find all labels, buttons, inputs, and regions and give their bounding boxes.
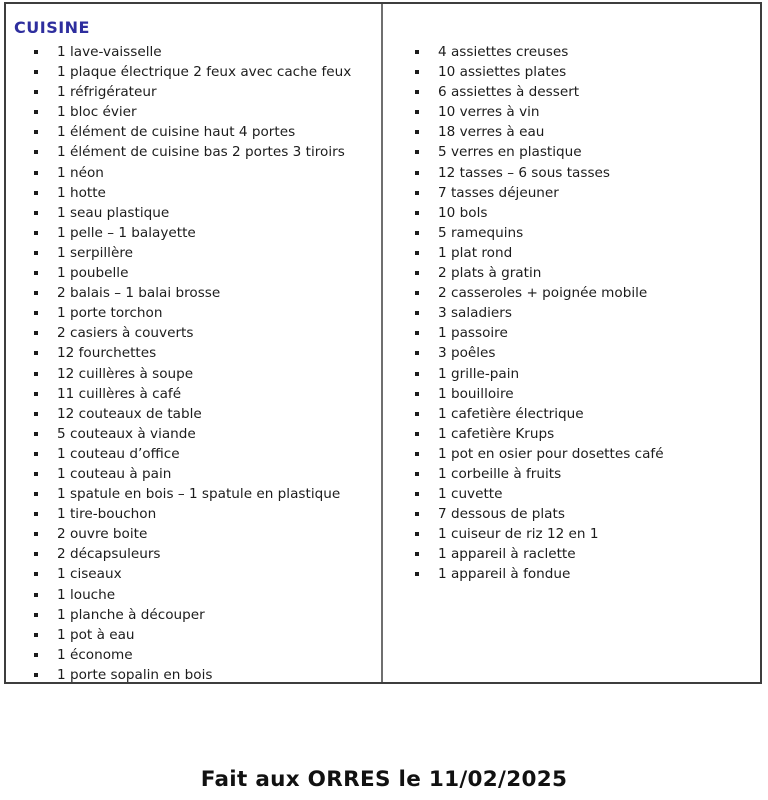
list-item [34, 504, 375, 524]
square-bullet-icon [34, 472, 38, 476]
square-bullet-icon [34, 572, 38, 576]
item-label: 1 cuvette [438, 486, 503, 503]
square-bullet-icon [34, 110, 38, 114]
item-label: 1 cafetière électrique [438, 405, 584, 422]
list-item [415, 364, 754, 384]
list-item [415, 243, 754, 263]
item-label: 1 poubelle [57, 265, 129, 282]
list-item [34, 303, 375, 323]
square-bullet-icon [34, 171, 38, 175]
list-item [34, 122, 375, 142]
square-bullet-icon [415, 572, 419, 576]
list-item [34, 263, 375, 283]
item-label: 1 spatule en bois – 1 spatule en plastique [57, 486, 341, 503]
list-item [34, 183, 375, 203]
item-label: 18 verres à eau [438, 124, 545, 141]
list-item [34, 62, 375, 82]
item-label: 2 ouvre boite [57, 526, 148, 543]
list-item [415, 464, 754, 484]
item-label: 1 cuiseur de riz 12 en 1 [438, 526, 599, 543]
item-label: 1 louche [57, 586, 116, 603]
square-bullet-icon [34, 593, 38, 597]
list-item [34, 424, 375, 444]
item-label: 1 porte torchon [57, 305, 163, 322]
square-bullet-icon [34, 50, 38, 54]
square-bullet-icon [415, 211, 419, 215]
item-label: 1 élément de cuisine bas 2 portes 3 tiroirs [57, 144, 345, 161]
square-bullet-icon [34, 392, 38, 396]
list-item [415, 62, 754, 82]
square-bullet-icon [415, 372, 419, 376]
square-bullet-icon [34, 653, 38, 657]
list-item [34, 404, 375, 424]
square-bullet-icon [415, 351, 419, 355]
list-item [415, 223, 754, 243]
page-title: CUISINE [14, 18, 90, 37]
item-label: 3 poêles [438, 345, 496, 362]
list-item [415, 42, 754, 62]
square-bullet-icon [415, 492, 419, 496]
square-bullet-icon [34, 211, 38, 215]
item-label: 1 corbeille à fruits [438, 465, 562, 482]
square-bullet-icon [415, 90, 419, 94]
item-label: 12 tasses – 6 sous tasses [438, 164, 610, 181]
list-item [415, 384, 754, 404]
square-bullet-icon [415, 70, 419, 74]
list-item [415, 564, 754, 584]
item-label: 1 planche à découper [57, 606, 205, 623]
list-item [415, 404, 754, 424]
list-item [415, 82, 754, 102]
item-label: 3 saladiers [438, 305, 512, 322]
item-label: 2 plats à gratin [438, 265, 542, 282]
list-item [415, 102, 754, 122]
item-label: 12 couteaux de table [57, 405, 202, 422]
item-label: 1 ciseaux [57, 566, 122, 583]
list-item [415, 504, 754, 524]
item-label: 1 réfrigérateur [57, 84, 157, 101]
square-bullet-icon [34, 452, 38, 456]
list-item [415, 343, 754, 363]
square-bullet-icon [34, 532, 38, 536]
list-item [34, 283, 375, 303]
list-item [415, 323, 754, 343]
item-label: 1 grille-pain [438, 365, 520, 382]
square-bullet-icon [34, 372, 38, 376]
list-item [34, 142, 375, 162]
square-bullet-icon [34, 191, 38, 195]
square-bullet-icon [34, 251, 38, 255]
list-item [415, 444, 754, 464]
square-bullet-icon [34, 512, 38, 516]
list-item [415, 524, 754, 544]
square-bullet-icon [415, 512, 419, 516]
title-spacer [395, 18, 754, 42]
item-label: 1 néon [57, 164, 104, 181]
list-item [34, 625, 375, 645]
list-item [34, 605, 375, 625]
square-bullet-icon [415, 412, 419, 416]
list-item [34, 464, 375, 484]
square-bullet-icon [415, 231, 419, 235]
item-label: 1 passoire [438, 325, 508, 342]
item-label: 1 bloc évier [57, 104, 137, 121]
item-label: 7 dessous de plats [438, 506, 565, 523]
list-item [34, 444, 375, 464]
item-label: 1 plaque électrique 2 feux avec cache feux [57, 64, 352, 81]
list-item [34, 645, 375, 665]
list-item [415, 163, 754, 183]
square-bullet-icon [34, 613, 38, 617]
item-label: 1 appareil à fondue [438, 566, 571, 583]
square-bullet-icon [415, 251, 419, 255]
square-bullet-icon [34, 412, 38, 416]
square-bullet-icon [34, 552, 38, 556]
square-bullet-icon [34, 331, 38, 335]
item-label: 10 verres à vin [438, 104, 540, 121]
list-item [34, 484, 375, 504]
square-bullet-icon [34, 70, 38, 74]
item-label: 5 ramequins [438, 224, 524, 241]
item-label: 10 bols [438, 204, 488, 221]
item-label: 1 économe [57, 646, 133, 663]
list-item [34, 524, 375, 544]
item-label: 12 cuillères à soupe [57, 365, 194, 382]
list-item [415, 203, 754, 223]
square-bullet-icon [34, 432, 38, 436]
item-label: 1 lave-vaisselle [57, 44, 162, 60]
square-bullet-icon [415, 452, 419, 456]
kitchen-equipment-list-right [395, 42, 754, 585]
item-label: 1 cafetière Krups [438, 425, 555, 442]
square-bullet-icon [34, 231, 38, 235]
square-bullet-icon [415, 271, 419, 275]
list-item [415, 183, 754, 203]
item-label: 4 assiettes creuses [438, 44, 569, 60]
square-bullet-icon [415, 311, 419, 315]
item-label: 1 porte sopalin en bois [57, 666, 213, 682]
square-bullet-icon [415, 392, 419, 396]
list-item [415, 484, 754, 504]
square-bullet-icon [415, 532, 419, 536]
item-label: 1 couteau d’office [57, 445, 180, 462]
list-item [34, 203, 375, 223]
item-label: 1 tire-bouchon [57, 506, 157, 523]
list-item [34, 665, 375, 682]
list-item [415, 424, 754, 444]
item-label: 1 élément de cuisine haut 4 portes [57, 124, 296, 141]
square-bullet-icon [34, 492, 38, 496]
item-label: 2 casiers à couverts [57, 325, 194, 342]
list-item [34, 42, 375, 62]
item-label: 1 pot en osier pour dosettes café [438, 445, 664, 462]
list-item [34, 102, 375, 122]
square-bullet-icon [415, 110, 419, 114]
square-bullet-icon [34, 673, 38, 677]
list-item [415, 122, 754, 142]
item-label: 1 appareil à raclette [438, 546, 576, 563]
list-item [34, 243, 375, 263]
square-bullet-icon [34, 271, 38, 275]
list-item [34, 343, 375, 363]
square-bullet-icon [34, 633, 38, 637]
square-bullet-icon [415, 50, 419, 54]
square-bullet-icon [415, 331, 419, 335]
item-label: 1 serpillère [57, 244, 133, 261]
item-label: 10 assiettes plates [438, 64, 567, 81]
list-item [415, 263, 754, 283]
square-bullet-icon [415, 552, 419, 556]
table-cell-left [6, 4, 383, 682]
list-item [34, 564, 375, 584]
square-bullet-icon [415, 291, 419, 295]
item-label: 7 tasses déjeuner [438, 184, 559, 201]
item-label: 5 couteaux à viande [57, 425, 196, 442]
list-item [415, 142, 754, 162]
list-item [34, 384, 375, 404]
square-bullet-icon [415, 472, 419, 476]
square-bullet-icon [415, 130, 419, 134]
square-bullet-icon [415, 171, 419, 175]
item-label: 2 balais – 1 balai brosse [57, 285, 221, 302]
item-label: 11 cuillères à café [57, 385, 182, 402]
item-label: 1 bouilloire [438, 385, 514, 402]
square-bullet-icon [34, 90, 38, 94]
list-item [34, 585, 375, 605]
list-item [415, 283, 754, 303]
square-bullet-icon [415, 432, 419, 436]
footer-date-line: Fait aux ORRES le 11/02/2025 [200, 767, 568, 792]
list-item [415, 303, 754, 323]
square-bullet-icon [34, 351, 38, 355]
item-label: 6 assiettes à dessert [438, 84, 580, 101]
kitchen-equipment-list-left [14, 42, 375, 682]
item-label: 1 seau plastique [57, 204, 170, 221]
item-label: 1 pot à eau [57, 626, 135, 643]
square-bullet-icon [34, 291, 38, 295]
item-label: 1 pelle – 1 balayette [57, 224, 196, 241]
table-cell-right [383, 4, 760, 682]
list-item [34, 544, 375, 564]
list-item [415, 544, 754, 564]
inventory-table [4, 2, 762, 684]
square-bullet-icon [415, 191, 419, 195]
square-bullet-icon [34, 150, 38, 154]
item-label: 1 plat rond [438, 244, 513, 261]
item-label: 12 fourchettes [57, 345, 157, 362]
square-bullet-icon [415, 150, 419, 154]
item-label: 2 décapsuleurs [57, 546, 161, 563]
item-label: 1 couteau à pain [57, 465, 172, 482]
item-label: 5 verres en plastique [438, 144, 582, 161]
list-item [34, 323, 375, 343]
square-bullet-icon [34, 311, 38, 315]
item-label: 2 casseroles + poignée mobile [438, 285, 648, 302]
list-item [34, 223, 375, 243]
item-label: 1 hotte [57, 184, 106, 201]
list-item [34, 82, 375, 102]
list-item [34, 364, 375, 384]
list-item [34, 163, 375, 183]
square-bullet-icon [34, 130, 38, 134]
